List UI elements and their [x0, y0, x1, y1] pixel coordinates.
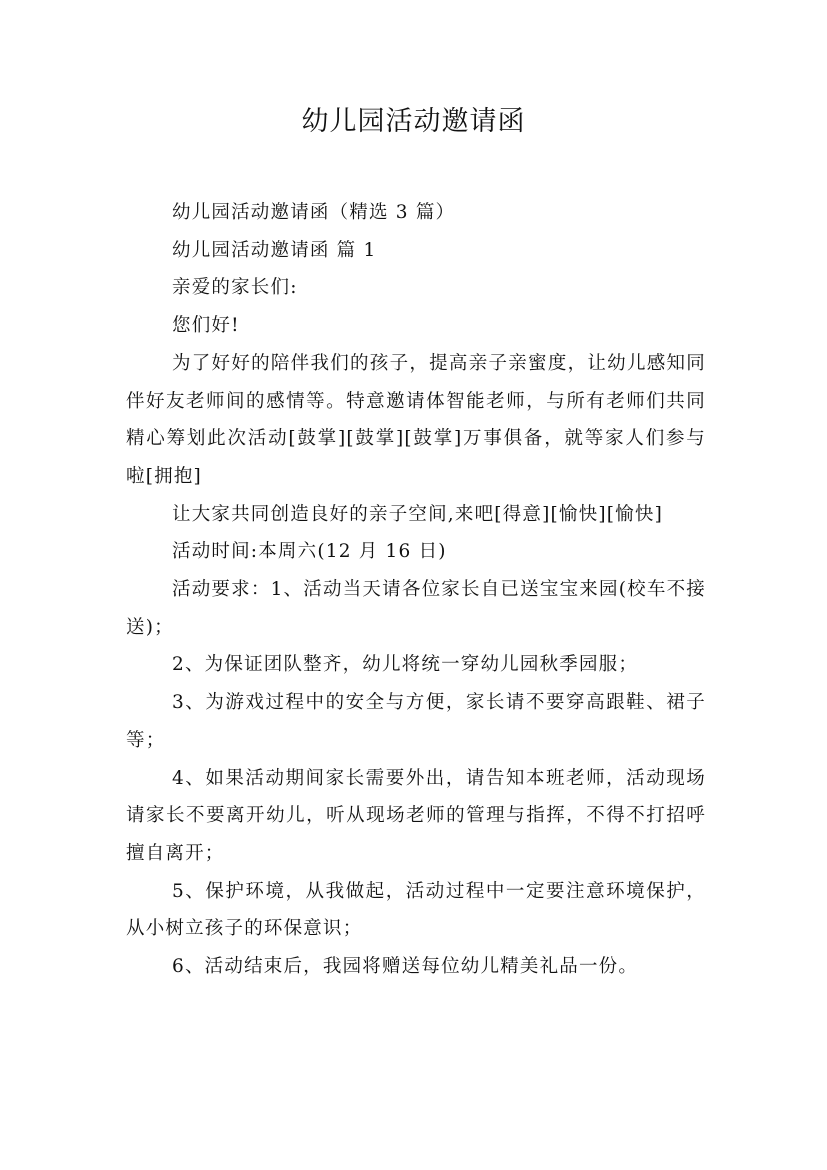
requirement-6: 6、活动结束后，我园将赠送每位幼儿精美礼品一份。 [172, 956, 639, 978]
greeting: 您们好! [172, 315, 240, 337]
salutation: 亲爱的家长们: [172, 277, 298, 299]
invitation-paragraph: 让大家共同创造良好的亲子空间,来吧[得意][愉快][愉快] [172, 503, 663, 525]
section-heading: 幼儿园活动邀请函 篇 1 [172, 239, 377, 261]
requirement-3: 3、为游戏过程中的安全与方便，家长请不要穿高跟鞋、裙子等； [126, 692, 706, 751]
document-title: 幼儿园活动邀请函 [301, 106, 526, 137]
intro-paragraph: 为了好好的陪伴我们的孩子，提高亲子亲蜜度，让幼儿感知同伴好友老师间的感情等。特意邀请体智能老师，与所有老师们共同精心筹划此次活动[鼓掌][鼓掌][鼓掌]万事俱备，就等家人们参与啦[拥抱] [126, 352, 706, 487]
document-body [126, 194, 706, 986]
subtitle-paragraph: 幼儿园活动邀请函（精选 3 篇） [172, 202, 456, 223]
requirement-1: 活动要求：1、活动当天请各位家长自已送宝宝来园(校车不接送)； [126, 579, 706, 638]
requirement-5: 5、保护环境，从我做起，活动过程中一定要注意环境保护，从小树立孩子的环保意识； [126, 880, 706, 940]
requirement-4: 4、如果活动期间家长需要外出，请告知本班老师，活动现场请家长不要离开幼儿，听从现场老师的管理与指挥，不得不打招呼擅自离开； [126, 767, 706, 864]
requirement-2: 2、为保证团队整齐，幼儿将统一穿幼儿园秋季园服； [172, 654, 639, 676]
activity-time: 活动时间:本周六(12 月 16 日) [172, 541, 447, 563]
